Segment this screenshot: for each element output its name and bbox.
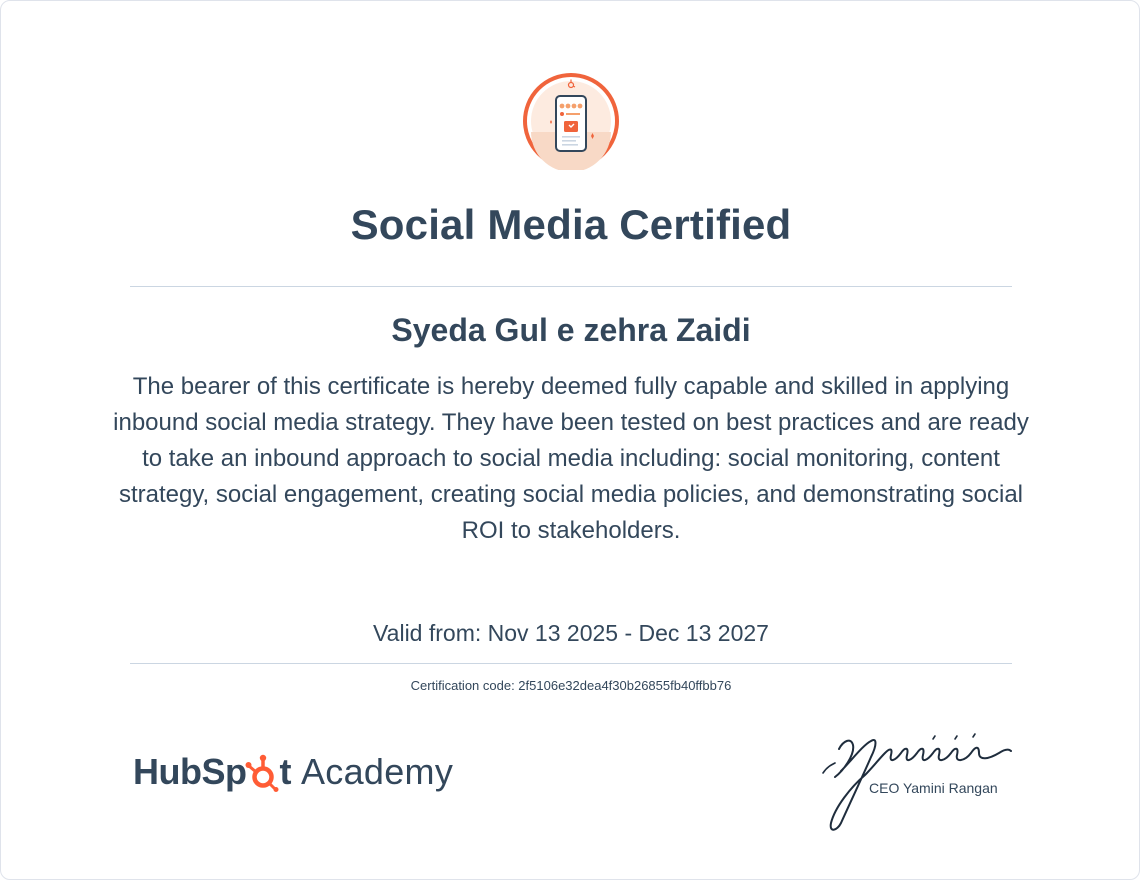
top-divider: [130, 286, 1012, 287]
certificate-title: Social Media Certified: [350, 201, 792, 248]
certificate-description: The bearer of this certificate is hereby deemed fully capable and skilled in applying inbound social media strategy. They have been tested on best practices and are ready to take an inbound approach to social media including: social monitoring, content strategy, social engagement, creating social media policies, and demonstrating social ROI to stakeholders.: [113, 373, 1029, 544]
logo-text-t: t: [279, 751, 291, 792]
social-media-phone-badge-icon: [522, 72, 620, 170]
validity-period: Valid from: Nov 13 2025 - Dec 13 2027: [373, 620, 769, 646]
certification-code: Certification code: 2f5106e32dea4f30b26855fb40ffbb76: [410, 678, 732, 693]
hubspot-academy-logo: [133, 749, 453, 795]
recipient-name: Syeda Gul e zehra Zaidi: [391, 312, 751, 348]
hubspot-sprocket-icon: [245, 752, 281, 792]
signer-title: CEO Yamini Rangan: [869, 780, 998, 796]
bottom-divider: [130, 663, 1012, 664]
logo-text-academy: Academy: [300, 751, 454, 792]
logo-text-hubsp: HubSp: [133, 751, 247, 792]
